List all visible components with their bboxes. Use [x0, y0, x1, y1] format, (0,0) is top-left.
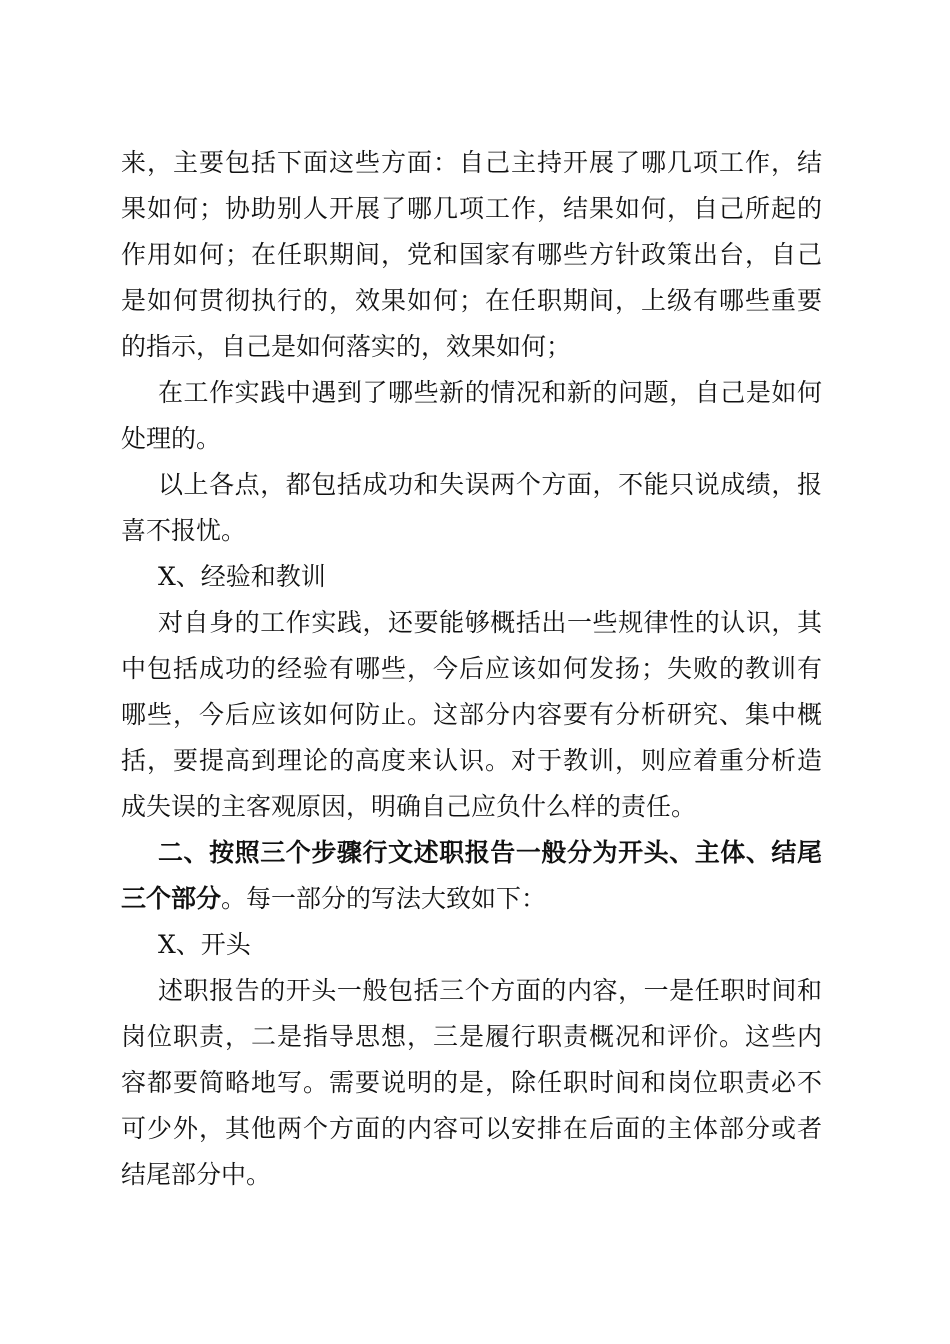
- text-line: 来，主要包括下面这些方面：自己主持开展了哪几项工作，结: [121, 148, 822, 177]
- paragraph: [121, 462, 822, 554]
- text-line: 成失误的主客观原因，明确自己应负什么样的责任。: [121, 792, 697, 821]
- text-line: 结尾部分中。: [121, 1160, 272, 1189]
- text-line: 作用如何；在任职期间，党和国家有哪些方针政策出台，自己: [121, 240, 822, 269]
- text-line: 括，要提高到理论的高度来认识。对于教训，则应着重分析造: [121, 746, 822, 775]
- text-line: 哪些，今后应该如何防止。这部分内容要有分析研究、集中概: [121, 700, 822, 729]
- text-line: 在工作实践中遇到了哪些新的情况和新的问题，自己是如何: [158, 378, 822, 407]
- text-line: 述职报告的开头一般包括三个方面的内容，一是任职时间和: [158, 976, 822, 1005]
- section-heading-rest: 。每一部分的写法大致如下：: [221, 884, 547, 913]
- text-line: 果如何；协助别人开展了哪几项工作，结果如何，自己所起的: [121, 194, 822, 223]
- subheading-experience: [121, 554, 822, 600]
- text-line: 以上各点，都包括成功和失误两个方面，不能只说成绩，报: [158, 470, 822, 499]
- subheading-text: X、开头: [158, 930, 251, 959]
- paragraph-continuation: [121, 140, 822, 370]
- text-line: 喜不报忧。: [121, 516, 247, 545]
- text-line: 的指示，自己是如何落实的，效果如何；: [121, 332, 572, 361]
- document-body: [121, 140, 822, 1198]
- section-heading-line: 二、按照三个步骤行文述职报告一般分为开头、主体、结尾: [158, 838, 822, 867]
- paragraph: [121, 600, 822, 830]
- text-line: 容都要简略地写。需要说明的是，除任职时间和岗位职责必不: [121, 1068, 822, 1097]
- section-heading-bold: 三个部分: [121, 884, 222, 913]
- paragraph: [121, 968, 822, 1198]
- text-line: 中包括成功的经验有哪些，今后应该如何发扬；失败的教训有: [121, 654, 822, 683]
- text-line: 是如何贯彻执行的，效果如何；在任职期间，上级有哪些重要: [121, 286, 822, 315]
- text-line: 岗位职责，二是指导思想，三是履行职责概况和评价。这些内: [121, 1022, 822, 1051]
- subheading-text: X、经验和教训: [158, 562, 326, 591]
- subheading-opening: [121, 922, 822, 968]
- section-heading-line2: [121, 876, 822, 922]
- text-line: 可少外，其他两个方面的内容可以安排在后面的主体部分或者: [121, 1114, 822, 1143]
- section-heading: [121, 830, 822, 922]
- text-line: 处理的。: [121, 424, 222, 453]
- paragraph: [121, 370, 822, 462]
- text-line: 对自身的工作实践，还要能够概括出一些规律性的认识，其: [158, 608, 822, 637]
